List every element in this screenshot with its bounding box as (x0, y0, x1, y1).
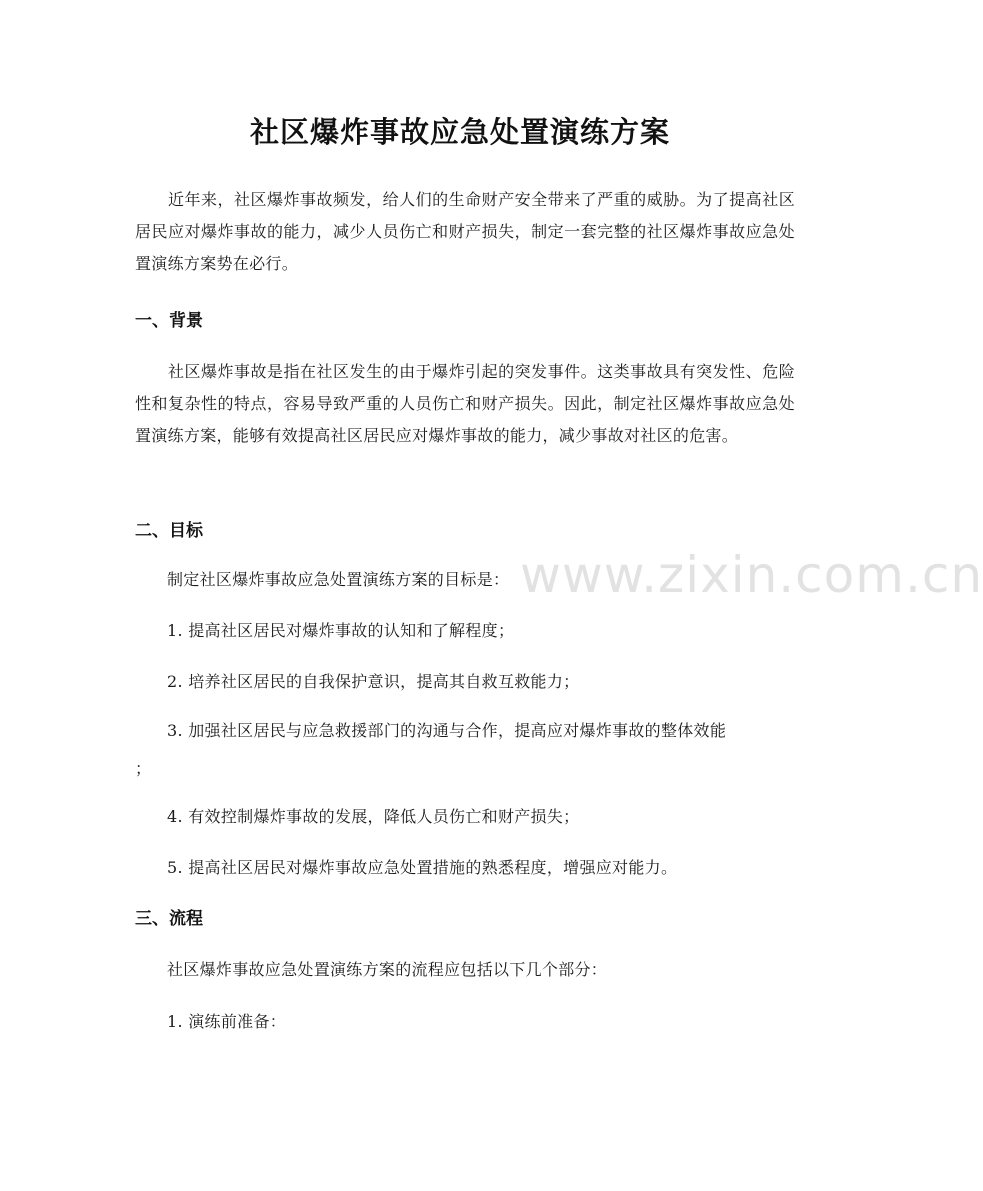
goal-item-3: 3. 加强社区居民与应急救援部门的沟通与合作，提高应对爆炸事故的整体效能 (167, 721, 727, 740)
document-title: 社区爆炸事故应急处置演练方案 (249, 115, 670, 149)
section-heading-background: 一、背景 (135, 311, 203, 331)
process-item-1: 1. 演练前准备： (167, 1012, 287, 1031)
intro-paragraph: 近年来，社区爆炸事故频发，给人们的生命财产安全带来了严重的威胁。为了提高社区居民应对爆炸事故的能力，减少人员伤亡和财产损失，制定一套完整的社区爆炸事故应急处置演练方案势在必行。 (135, 190, 795, 273)
goal-item-1: 1. 提高社区居民对爆炸事故的认知和了解程度； (167, 621, 515, 640)
background-paragraph: 社区爆炸事故是指在社区发生的由于爆炸引起的突发事件。这类事故具有突发性、危险性和复杂性的特点，容易导致严重的人员伤亡和财产损失。因此，制定社区爆炸事故应急处置演练方案，能够有效提高社区居民应对爆炸事故的能力，减少事故对社区的危害。 (135, 362, 795, 445)
section-heading-goals: 二、目标 (135, 521, 203, 541)
goal-item-4: 4. 有效控制爆炸事故的发展，降低人员伤亡和财产损失； (167, 807, 580, 826)
section-heading-process: 三、流程 (135, 909, 203, 929)
watermark: www.zixin.com.cn (520, 546, 983, 604)
goal-item-3-continuation: ； (135, 759, 152, 778)
goal-item-5: 5. 提高社区居民对爆炸事故应急处置措施的熟悉程度，增强应对能力。 (167, 858, 678, 877)
goal-item-2: 2. 培养社区居民的自我保护意识，提高其自救互救能力； (167, 672, 580, 691)
process-lead-text: 社区爆炸事故应急处置演练方案的流程应包括以下几个部分： (167, 960, 608, 979)
goals-lead-text: 制定社区爆炸事故应急处置演练方案的目标是： (167, 570, 510, 589)
